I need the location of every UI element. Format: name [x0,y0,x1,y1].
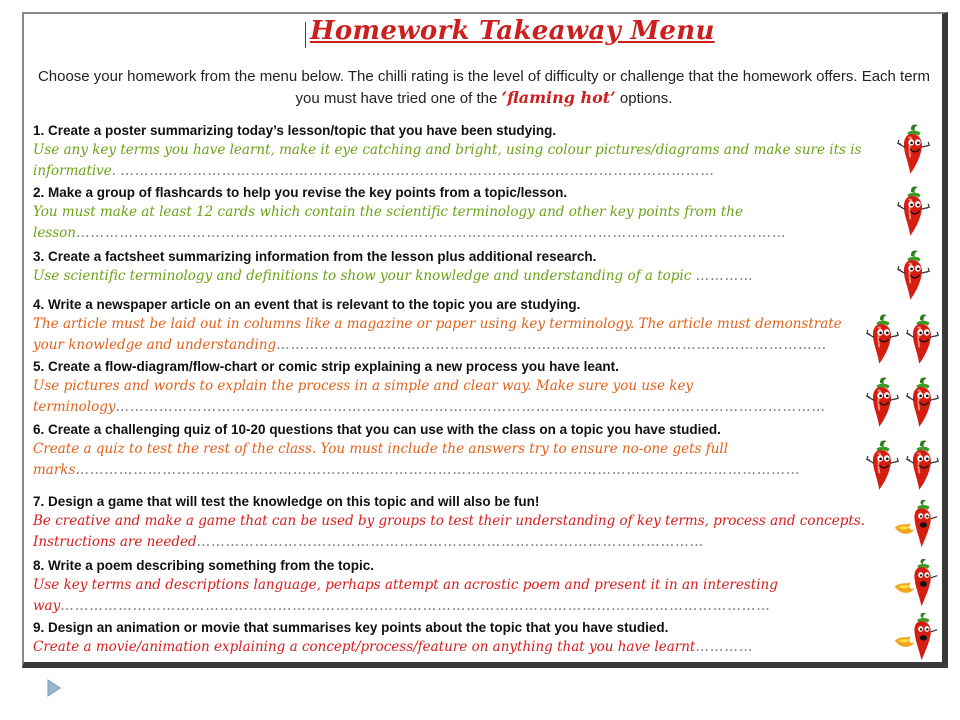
task-description: Use scientific terminology and definitions to show your knowledge and understanding of a topic ………… [33,268,754,284]
flaming-chilli-icon [893,610,943,664]
task-description: You must make at least 12 cards which contain the scientific terminology and other key points from the lesson………………………………………………………………………………………………………………………………… [33,204,787,241]
chilli-icon [895,248,933,302]
intro-text [34,66,934,109]
task-description: Use key terms and descriptions language, perhaps attempt an acrostic poem and present it in an interesting way………………………………………………………………………………………………………………………………… [33,577,778,614]
task-description: The article must be laid out in columns like a magazine or paper using key terminology. The article must demonstrate your knowledge and understanding…………………………………………………………………………………………………… [33,316,842,353]
page-title: Homework Takeaway Menu [310,16,715,46]
task-title: 3. Create a factsheet summarizing information from the lesson plus additional research. [33,249,597,264]
chilli-icon [904,438,942,492]
task-item-4 [33,296,873,356]
task-title: 6. Create a challenging quiz of 10-20 questions that you can use with the class on a topic you have studied. [33,422,721,437]
bullet-arrow-icon [47,679,61,697]
chilli-icon [864,375,902,429]
task-description: Create a quiz to test the rest of the class. You must include the answers try to ensure no-one gets full marks…………………………………………………………………………………………………………………………………… [33,441,801,478]
task-description: Be creative and make a game that can be used by groups to test their understanding of key terms, process and concepts. Instructions are needed…………………………………………………………………………………………… [33,513,866,550]
task-item-8 [33,557,873,617]
task-title: 9. Design an animation or movie that summarises key points about the topic that you have studied. [33,620,669,635]
intro-line-1: Choose your homework from the menu below. The chilli rating is the level of difficulty or challenge that the homework offers. Each term [37,68,931,85]
task-description: Use pictures and words to explain the process in a simple and clear way. Make sure you use key terminology………………………………………………………………………………………………………………………………… [33,378,827,415]
task-title: 5. Create a flow-diagram/flow-chart or comic strip explaining a new process you have leant. [33,359,619,374]
chilli-icon [895,184,933,238]
flaming-chilli-icon [893,556,943,610]
task-description: Create a movie/animation explaining a concept/process/feature on anything that you have learnt………… [33,639,754,655]
flaming-hot-highlight: ‘flaming hot’ [501,88,616,107]
intro-line-2-after: options. [615,90,673,107]
task-title: 7. Design a game that will test the knowledge on this topic and will also be fun! [33,494,540,509]
task-item-9 [33,619,873,658]
task-title: 1. Create a poster summarizing today’s lesson/topic that you have been studying. [33,123,557,138]
chilli-icon [864,312,902,366]
task-item-5 [33,358,873,418]
chilli-icon [864,438,902,492]
intro-line-2-before: you must have tried one of the [295,90,502,107]
title-divider [305,22,306,48]
task-title: 4. Write a newspaper article on an event that is relevant to the topic you are studying. [33,297,581,312]
task-description: Use any key terms you have learnt, make it eye catching and bright, using colour pictures/diagrams and make sure its is informative. …………………………………………………………………………………………………………… [33,142,862,179]
task-item-1 [33,122,873,182]
task-title: 8. Write a poem describing something from the topic. [33,558,375,573]
task-item-2 [33,184,873,244]
chilli-icon [895,122,933,176]
flaming-chilli-icon [893,497,943,551]
task-title: 2. Make a group of flashcards to help you revise the key points from a topic/lesson. [33,185,568,200]
task-item-3 [33,248,873,287]
task-item-7 [33,493,873,553]
task-item-6 [33,421,873,481]
chilli-icon [904,312,942,366]
chilli-icon [904,375,942,429]
